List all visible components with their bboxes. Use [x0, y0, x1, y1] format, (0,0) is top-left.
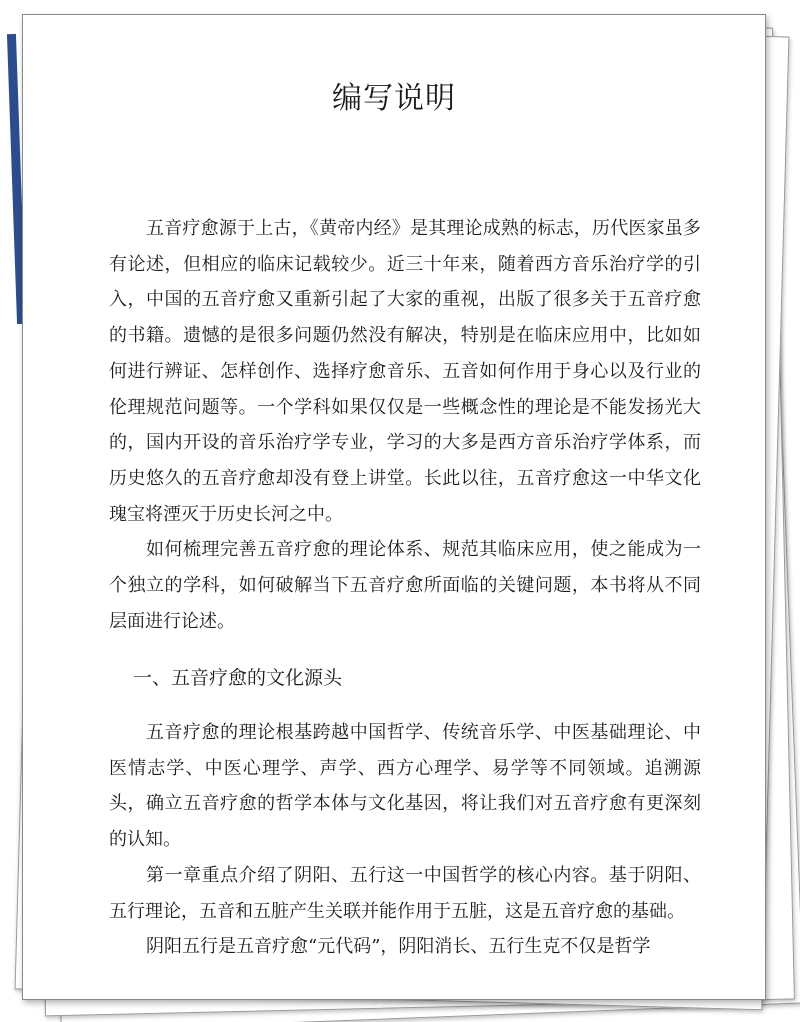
section-paragraph-1: 五音疗愈的理论根基跨越中国哲学、传统音乐学、中医基础理论、中医情志学、中医心理学、声学、西方心理学、易学等不同领域。追溯源头，确立五音疗愈的哲学本体与文化基因，将让我们对五音疗愈有更深刻的认知。	[109, 722, 701, 851]
intro-paragraph-1: 五音疗愈源于上古，《黄帝内经》是其理论成熟的标志，历代医家虽多有论述，但相应的临床记载较少。近三十年来，随着西方音乐治疗学的引入，中国的五音疗愈又重新引起了大家的重视，出版了很多关于五音疗愈的书籍。遗憾的是很多问题仍然没有解决，特别是在临床应用中，比如如何进行辨证、怎样创作、选择疗愈音乐、五音如何作用于身心以及行业的伦理规范问题等。一个学科如果仅仅是一些概念性的理论是不能发扬光大的，国内开设的音乐治疗学专业，学习的大多是西方音乐治疗学体系，而历史悠久的五音疗愈却没有登上讲堂。长此以往，五音疗愈这一中华文化瑰宝将湮灭于历史长河之中。	[109, 218, 701, 525]
section-paragraph-2: 第一章重点介绍了阴阳、五行这一中国哲学的核心内容。基于阴阳、五行理论，五音和五脏产生关联并能作用于五脏，这是五音疗愈的基础。	[109, 864, 701, 922]
intro-section	[109, 211, 701, 639]
section-body	[109, 715, 701, 965]
section-heading: 一、五音疗愈的文化源头	[133, 667, 343, 689]
document-page	[22, 14, 766, 1000]
intro-paragraph-2: 如何梳理完善五音疗愈的理论体系、规范其临床应用，使之能成为一个独立的学科，如何破解当下五音疗愈所面临的关键问题，本书将从不同层面进行论述。	[109, 539, 701, 632]
section-paragraph-3: 阴阳五行是五音疗愈“元代码”，阴阳消长、五行生克不仅是哲学	[146, 936, 651, 958]
page-title: 编写说明	[332, 81, 456, 116]
